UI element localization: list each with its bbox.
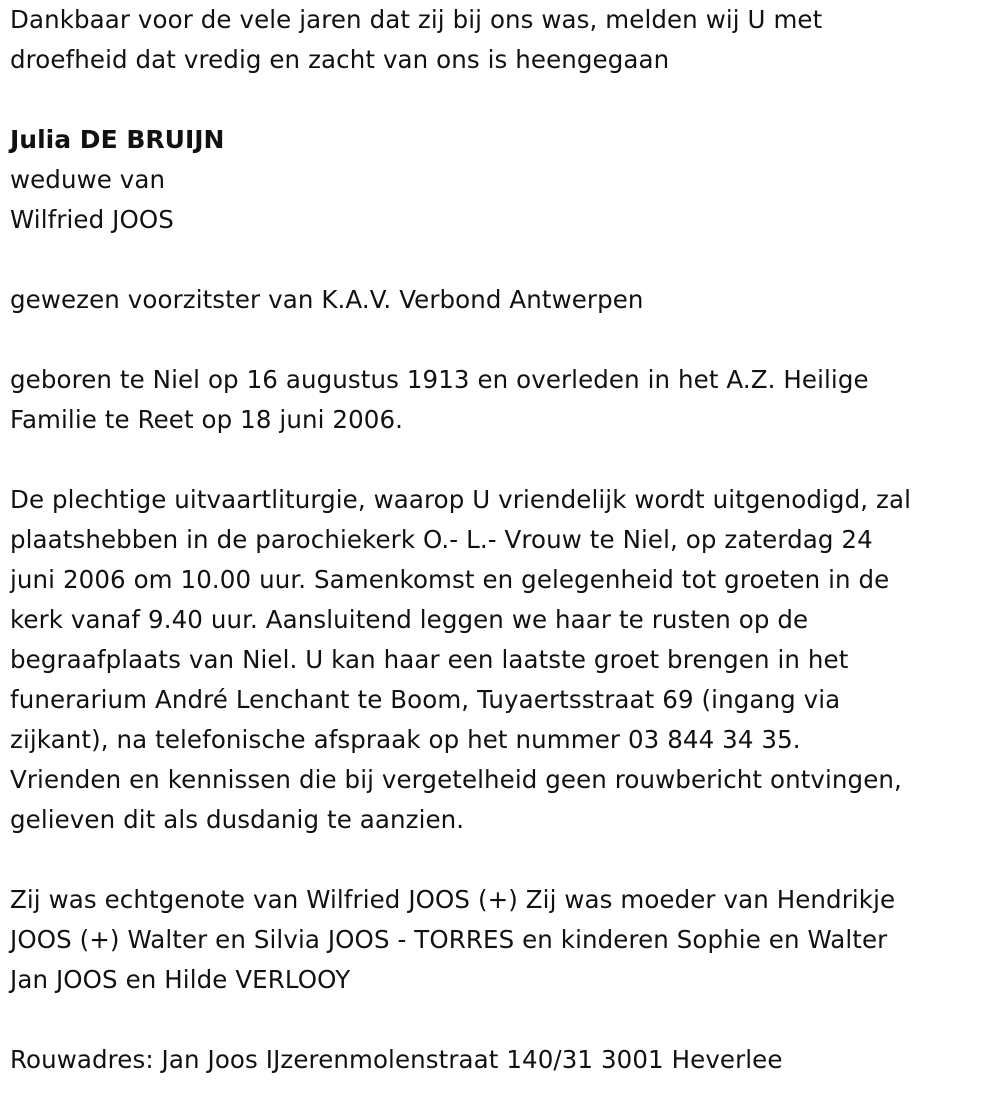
funeral-line: De plechtige uitvaartliturgie, waarop U vriendelijk wordt uitgenodigd, zal [10,485,911,514]
spouse-name: Wilfried JOOS [10,205,174,234]
obituary-document [10,0,995,1080]
funeral-line: zijkant), na telefonische afspraak op het nummer 03 844 34 35. [10,725,801,754]
deceased-name: Julia DE BRUIJN [10,125,225,154]
funeral-line: plaatshebben in de parochiekerk O.- L.- Vrouw te Niel, op zaterdag 24 [10,525,873,554]
family-line: JOOS (+) Walter en Silvia JOOS - TORRES en kinderen Sophie en Walter [10,925,888,954]
family-paragraph [10,880,995,1000]
role-line: gewezen voorzitster van K.A.V. Verbond Antwerpen [10,285,644,314]
birth-death-paragraph [10,360,995,440]
funeral-line: kerk vanaf 9.40 uur. Aansluitend leggen we haar te rusten op de [10,605,809,634]
intro-paragraph [10,0,995,80]
birth-death-line: Familie te Reet op 18 juni 2006. [10,405,404,434]
mourning-address: Rouwadres: Jan Joos IJzerenmolenstraat 140/31 3001 Heverlee [10,1045,783,1074]
family-line: Jan JOOS en Hilde VERLOOY [10,965,351,994]
intro-line: Dankbaar voor de vele jaren dat zij bij ons was, melden wij U met [10,5,823,34]
birth-death-line: geboren te Niel op 16 augustus 1913 en overleden in het A.Z. Heilige [10,365,869,394]
intro-line: droefheid dat vredig en zacht van ons is heengegaan [10,45,670,74]
family-line: Zij was echtgenote van Wilfried JOOS (+) Zij was moeder van Hendrikje [10,885,896,914]
funeral-paragraph [10,480,995,840]
funeral-line: juni 2006 om 10.00 uur. Samenkomst en gelegenheid tot groeten in de [10,565,890,594]
funeral-line: Vrienden en kennissen die bij vergetelheid geen rouwbericht ontvingen, [10,765,902,794]
funeral-line: gelieven dit als dusdanig te aanzien. [10,805,465,834]
funeral-line: funerarium André Lenchant te Boom, Tuyaertsstraat 69 (ingang via [10,685,841,714]
widow-of-label: weduwe van [10,165,166,194]
funeral-line: begraafplaats van Niel. U kan haar een laatste groet brengen in het [10,645,849,674]
